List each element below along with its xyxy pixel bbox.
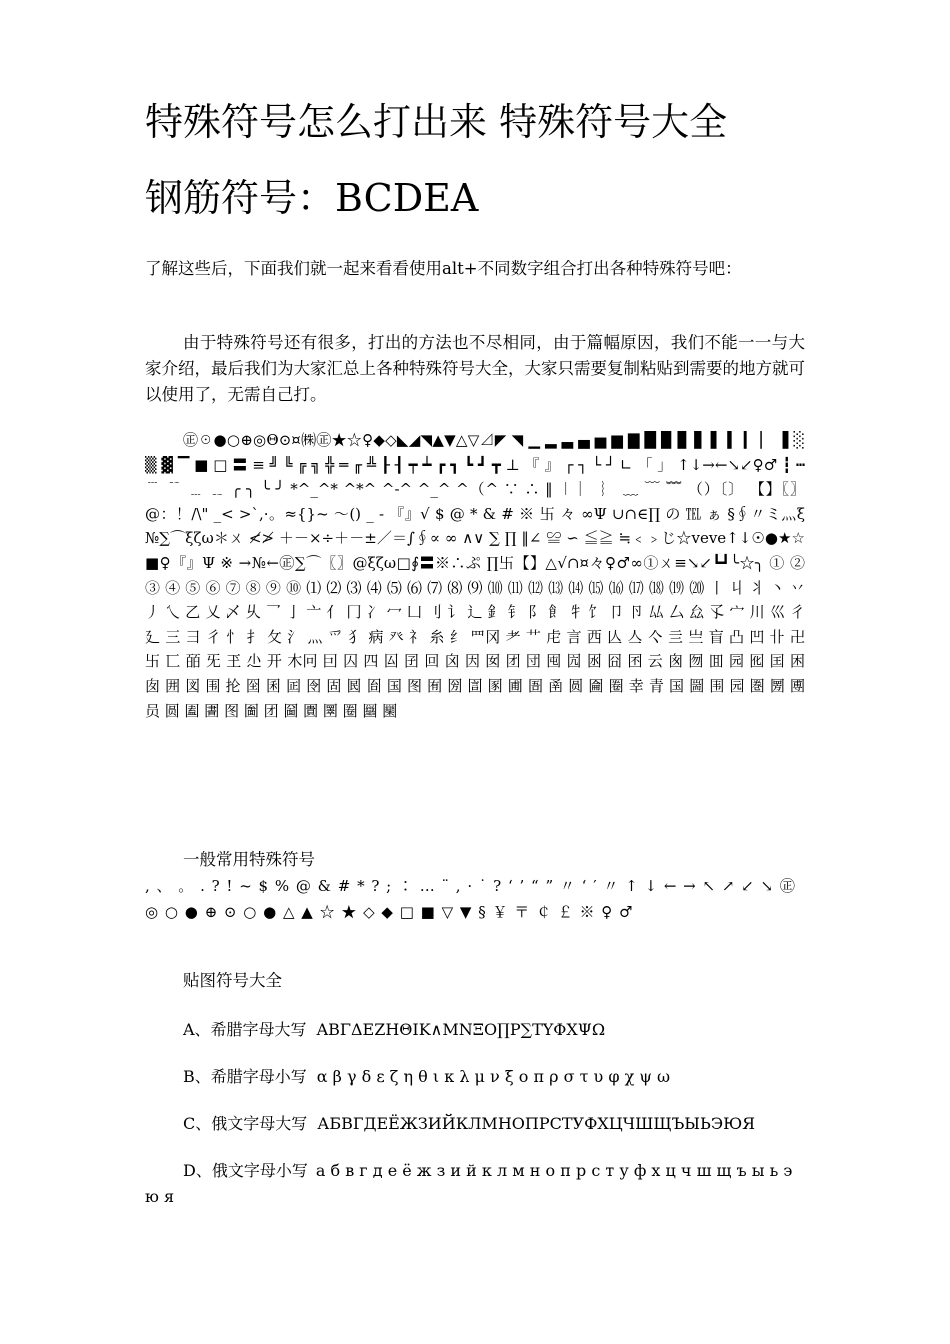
row-value: ΑΒΓΔΕΖΗΘΙΚ∧ΜΝΞΟ∏Ρ∑ΤΥΦΧΨΩ	[316, 1020, 606, 1039]
page-title: 特殊符号怎么打出来 特殊符号大全	[145, 100, 728, 144]
row-value: АБВГДЕЁЖЗИЙКЛМНОПРСТУФХЦЧШЩЪЫЬЭЮЯ	[317, 1114, 756, 1133]
row-value: а б в г д е ё ж з и й к л м н о п р с т у ф х ц ч ш щ ъ ы ь э ю я	[145, 1161, 793, 1206]
sticker-symbols-heading: 贴图符号大全	[183, 971, 282, 990]
row-label: B、希腊字母小写	[183, 1067, 307, 1086]
symbols-block: ㊣☉●○⊕◎Θ⊙¤㈱㊣★☆♀◆◇◣◢◥▲▼△▽⊿◤ ◥ ▁ ▂ ▃ ▄ ▅ ▆ ▇ █ ▉ ▊ ▋ ▌ ▍ ▎ ▏ ▐ ░ ▒ ▓ ▔ ■ □ 〓 ≡ ╝ ╚ ╔ ╗ ╬ ═ ╓ ╩ ┠ ┨ ┯ ┷ ┏ ┓ ┗ ┛ ┳ ⊥ 『 』 ┌ ┐ └ ┘ ∟ 「 」 ↑↓→←↘↙♀♂ ┇ ┅ ﹉ ﹊ ﹍ ﹎ ╭ ╮ ╰ ╯ *^_^* ^*^ ^-^ ^_^ ^（^ ∵ ∴ ‖ ︱ ︳ ︴ ﹏ ﹋ ﹌ （）〔〕 【】〖〗 @：！/\" _< >`,·。≈{}~ ～() _ - 『』√ $ @ * & # ※ 卐 々 ∞Ψ ∪∩∈∏ の ℡ ぁ §∮〃ミ灬ξ№∑⌒ξζω＊ㄨ ≮≯ ＋－×÷＋－±／＝∫∮∝ ∞ ∧∨ ∑ ∏ ‖∠ ≌ ∽ ≦≧ ≒﹤﹥じ☆veve↑↓☉●★☆■♀『』Ψ ※ →№←㊣∑⌒〖〗@ξζω□∮〓※∴ぷ ∏卐【】△√∩¤々♀♂∞①ㄨ≡↘↙┗┛╰☆╮ ① ② ③ ④ ⑤ ⑥ ⑦ ⑧ ⑨ ⑩ ⑴ ⑵ ⑶ ⑷ ⑸ ⑹ ⑺ ⑻ ⑼ ⑽ ⑾ ⑿ ⒀ ⒁ ⒂ ⒃ ⒄ ⒅ ⒆ ⒇ 丨 丩 丬 丶 丷 丿 乀 乙 乂 乄 乆 乛 亅 亠 亻 冂 冫 冖 凵 刂 讠 辶 釒 钅 阝 飠 牜 饣 卩 卪 厸 厶 厽 孓 宀 川 巛 彳 廴 三 彐 彳 忄 扌 攵 氵 灬 爫 犭 病 癶 礻 糸 纟 罒冈 耂 艹 虍 言 西 亾 亼 亽 亖 亗 盲 凸 凹 卝 卍 卐 匸 皕 旡 玊 尐 开 木冋 囙 囚 四 囜 囝 回 囟 因 囡 团 団 囤 囥 囦 囧 囨 云 囪 囫 囬 园 囮 囯 困 囱 囲 図 围 抡 囶 囷 囸 囹 固 囻 囼 国 图 囿 圀 圁 圂 圃 圄 圅 圆 圇 圈 幸 青 国 圌 围 园 圏 圐 圑 员 圆 圔 圕 图 圗 团 圙 圚 圛 圈 圝 圞	[145, 431, 805, 720]
greek-upper-row	[183, 1017, 605, 1043]
page-subtitle: 钢筋符号：BCDEA	[145, 176, 479, 220]
greek-lower-row	[183, 1064, 670, 1090]
intro-paragraph: 了解这些后，下面我们就一起来看看使用alt+不同数字组合打出各种特殊符号吧：	[145, 259, 742, 278]
row-label: C、俄文字母大写	[183, 1114, 308, 1133]
row-label: D、俄文字母小写	[183, 1161, 308, 1180]
russian-lower-row	[145, 1158, 805, 1210]
russian-upper-row	[183, 1111, 755, 1137]
explanation-paragraph: 由于特殊符号还有很多，打出的方法也不尽相同，由于篇幅原因，我们不能一一与大家介绍，最后我们为大家汇总上各种特殊符号大全，大家只需要复制粘贴到需要的地方就可以使用了，无需自己打。	[145, 333, 805, 404]
common-symbols-heading: 一般常用特殊符号	[183, 850, 315, 869]
common-symbols-list: , 、 。 . ? ! ~ $ % @ & # * ? ; ∶ … ¨ , · ˙ ? ‘ ’ “ ” 〃 ‘ ′ 〃 ↑ ↓ ← → ↖ ↗ ↙ ↘ ㊣ ◎ ○ ● ⊕ ⊙ ○ ● △ ▲ ☆ ★ ◇ ◆ □ ■ ▽ ▼ § ￥ 〒 ￠ ￡ ※ ♀ ♂	[145, 877, 796, 921]
row-label: A、希腊字母大写	[183, 1020, 307, 1039]
row-value: α β γ δ ε ζ η θ ι κ λ μ ν ξ ο π ρ σ τ υ φ χ ψ ω	[316, 1067, 671, 1086]
